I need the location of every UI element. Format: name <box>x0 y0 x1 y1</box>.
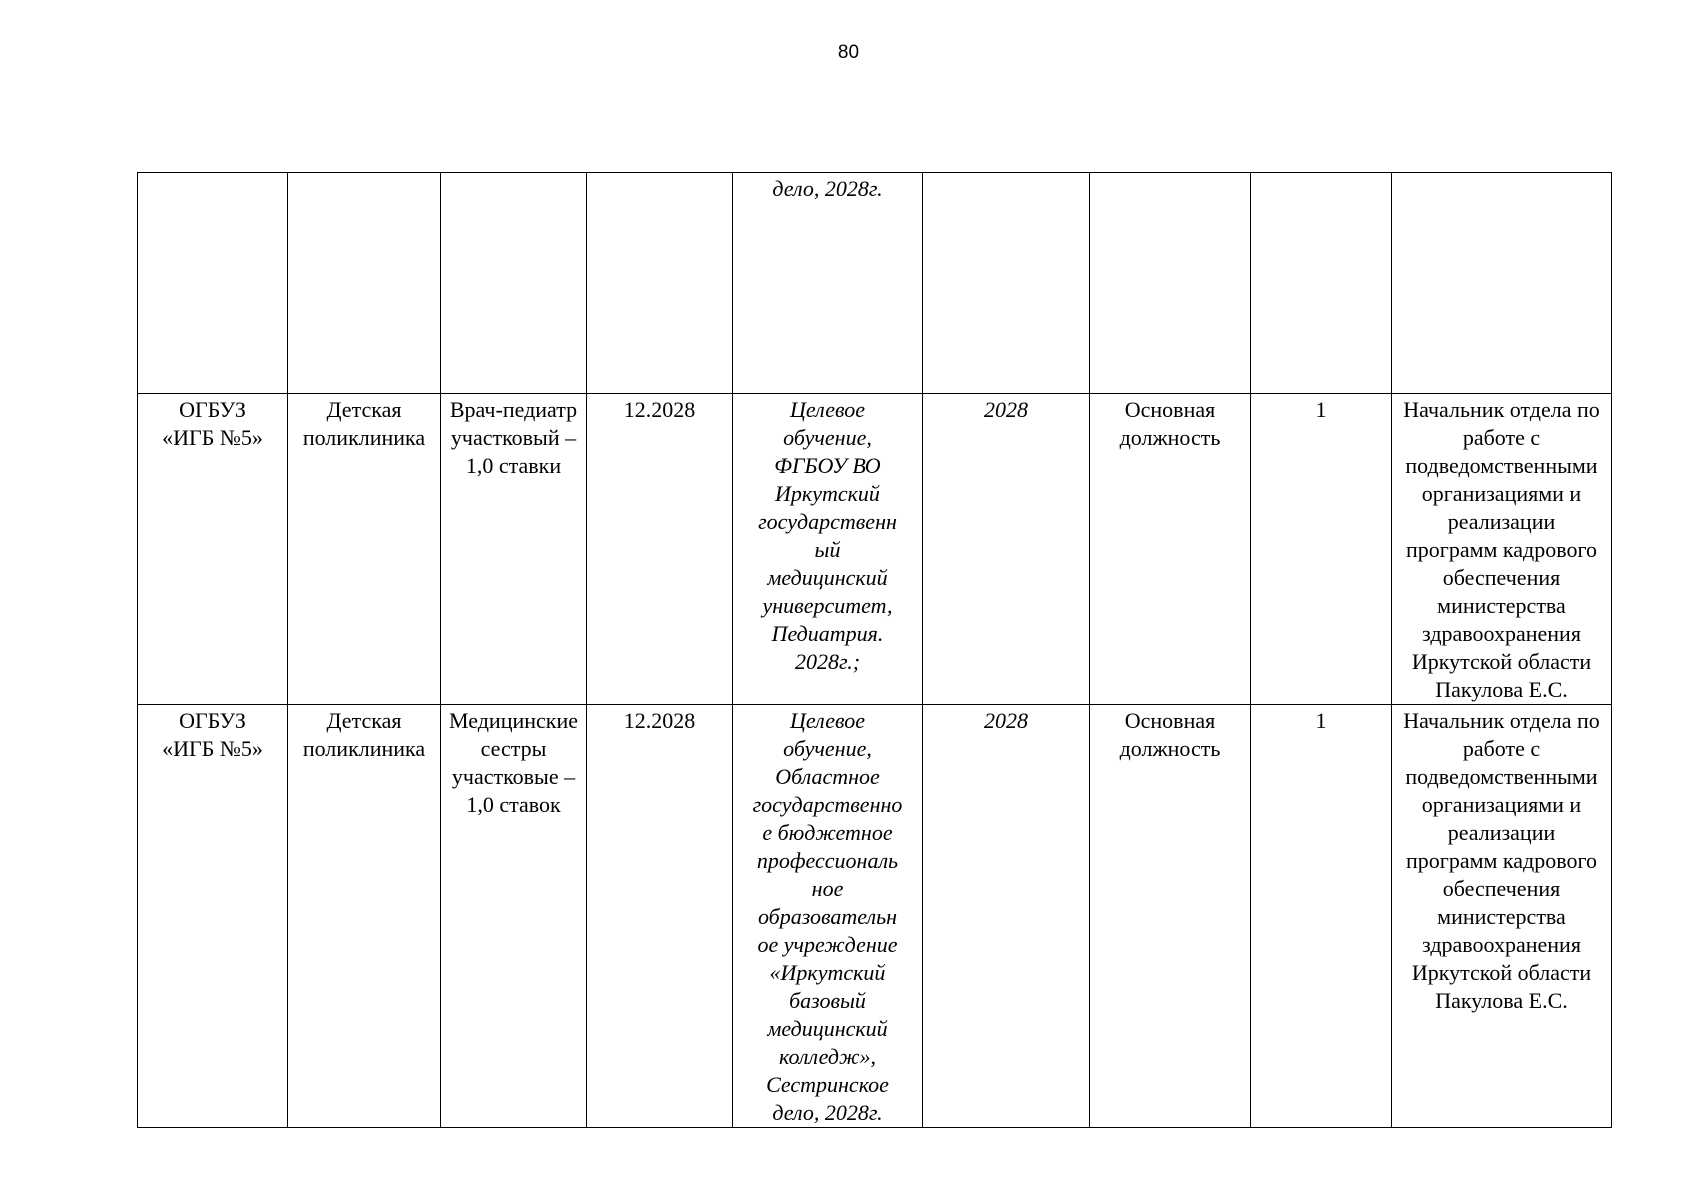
position-cell: Медицинские сестры участковые – 1,0 ставок <box>441 705 587 1128</box>
department-cell <box>288 173 441 394</box>
table-row <box>138 173 1612 394</box>
responsible-cell <box>1392 173 1612 394</box>
date-cell: 12.2028 <box>587 705 733 1128</box>
training-cell: дело, 2028г. <box>733 173 923 394</box>
responsible-cell: Начальник отдела по работе с подведомственными организациями и реализации программ кадрового обеспечения министерства здравоохранения Иркутской области Пакулова Е.С. <box>1392 705 1612 1128</box>
position-cell <box>441 173 587 394</box>
organization-cell: ОГБУЗ «ИГБ №5» <box>138 705 288 1128</box>
position-type-cell: Основная должность <box>1090 705 1251 1128</box>
table-row <box>138 705 1612 1128</box>
count-cell: 1 <box>1251 705 1392 1128</box>
year-cell <box>923 173 1090 394</box>
year-cell: 2028 <box>923 394 1090 705</box>
department-cell: Детская поликлиника <box>288 705 441 1128</box>
training-cell: Целевое обучение, ФГБОУ ВО Иркутский государственн ый медицинский университет, Педиатрия. 2028г.; <box>733 394 923 705</box>
date-cell: 12.2028 <box>587 394 733 705</box>
organization-cell <box>138 173 288 394</box>
count-cell: 1 <box>1251 394 1392 705</box>
position-type-cell <box>1090 173 1251 394</box>
training-cell: Целевое обучение, Областное государственно е бюджетное профессиональ ное образовательн ое учреждение «Иркутский базовый медицинский колледж», Сестринское дело, 2028г. <box>733 705 923 1128</box>
table-row <box>138 394 1612 705</box>
department-cell: Детская поликлиника <box>288 394 441 705</box>
responsible-cell: Начальник отдела по работе с подведомственными организациями и реализации программ кадрового обеспечения министерства здравоохранения Иркутской области Пакулова Е.С. <box>1392 394 1612 705</box>
position-cell: Врач-педиатр участковый – 1,0 ставки <box>441 394 587 705</box>
organization-cell: ОГБУЗ «ИГБ №5» <box>138 394 288 705</box>
position-type-cell: Основная должность <box>1090 394 1251 705</box>
staffing-table <box>137 172 1612 1128</box>
page-number: 80 <box>837 42 860 63</box>
date-cell <box>587 173 733 394</box>
year-cell: 2028 <box>923 705 1090 1128</box>
count-cell <box>1251 173 1392 394</box>
